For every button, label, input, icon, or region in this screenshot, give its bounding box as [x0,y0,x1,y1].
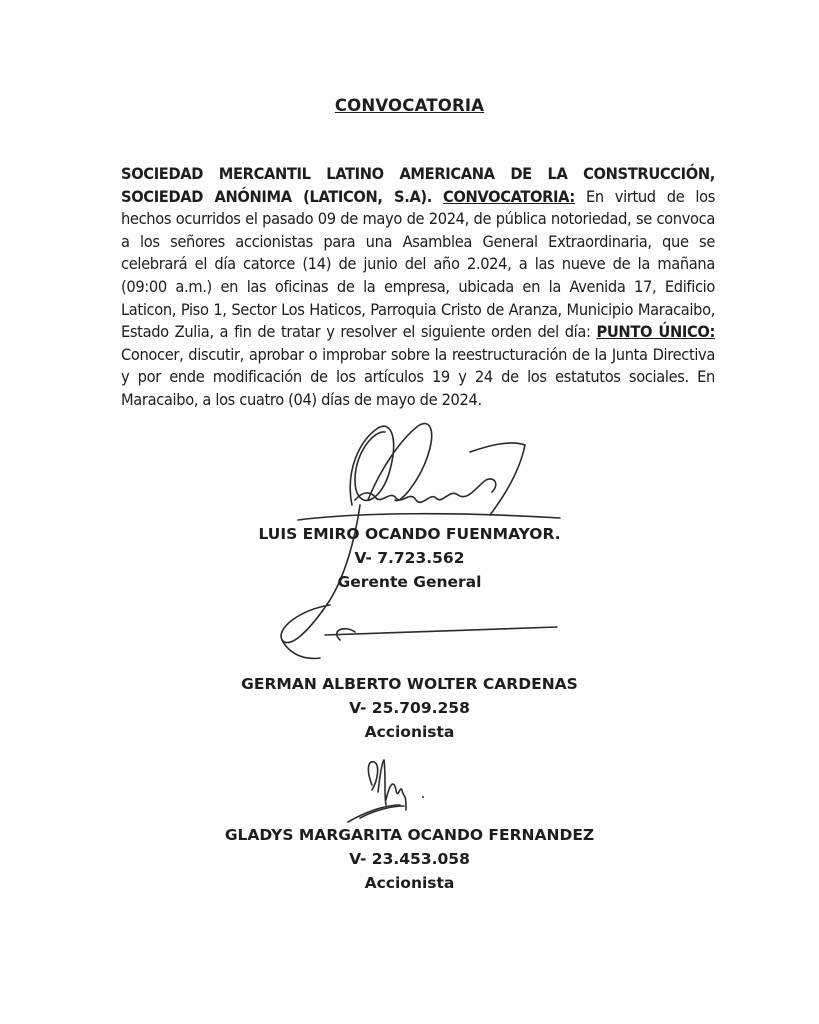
signatory-name: GERMAN ALBERTO WOLTER CARDENAS [241,675,578,693]
company-name: SOCIEDAD MERCANTIL LATINO AMERICANA DE LA CONSTRUCCIÓN, SOCIEDAD ANÓNIMA (LATICON, S.A). [121,164,715,206]
signatory-3 [0,823,819,895]
signatory-name: LUIS EMIRO OCANDO FUENMAYOR. [258,525,561,543]
signatory-2 [0,672,819,744]
signatory-id: V- 23.453.058 [349,850,470,868]
punto-unico-text: Conocer, discutir, aprobar o improbar sobre la reestructuración de la Junta Directiva y por ende modificación de los artículos 19 y 24 de los estatutos sociales. En Maracaibo, a los cuatro (04) días de mayo de 2024. [121,344,715,409]
signatory-name: GLADYS MARGARITA OCANDO FERNANDEZ [224,826,595,844]
signatory-1 [0,522,819,594]
signatory-role: Gerente General [337,573,482,591]
punto-unico-label: PUNTO ÚNICO: [596,322,715,342]
convocatoria-label: CONVOCATORIA: [443,186,575,206]
signatory-role: Accionista [364,723,455,741]
signatory-role: Accionista [364,874,455,892]
signatory-id: V- 7.723.562 [354,549,465,567]
signatory-id: V- 25.709.258 [349,699,470,717]
convocatoria-paragraph [121,163,715,412]
document-title: CONVOCATORIA [334,96,485,115]
convocatoria-text: En virtud de los hechos ocurridos el pasado 09 de mayo de 2024, de pública notoriedad, se convoca a los señores accionistas para una Asamblea General Extraordinaria, que se celebrará el día catorce (14) de junio del año 2.024, a las nueve de la mañana (09:00 a.m.) en las oficinas de la empresa, ubicada en la Avenida 17, Edificio Laticon, Piso 1, Sector Los Haticos, Parroquia Cristo de Aranza, Municipio Maracaibo, Estado Zulia, a fin de tratar y resolver el siguiente orden del día: [121,186,715,342]
